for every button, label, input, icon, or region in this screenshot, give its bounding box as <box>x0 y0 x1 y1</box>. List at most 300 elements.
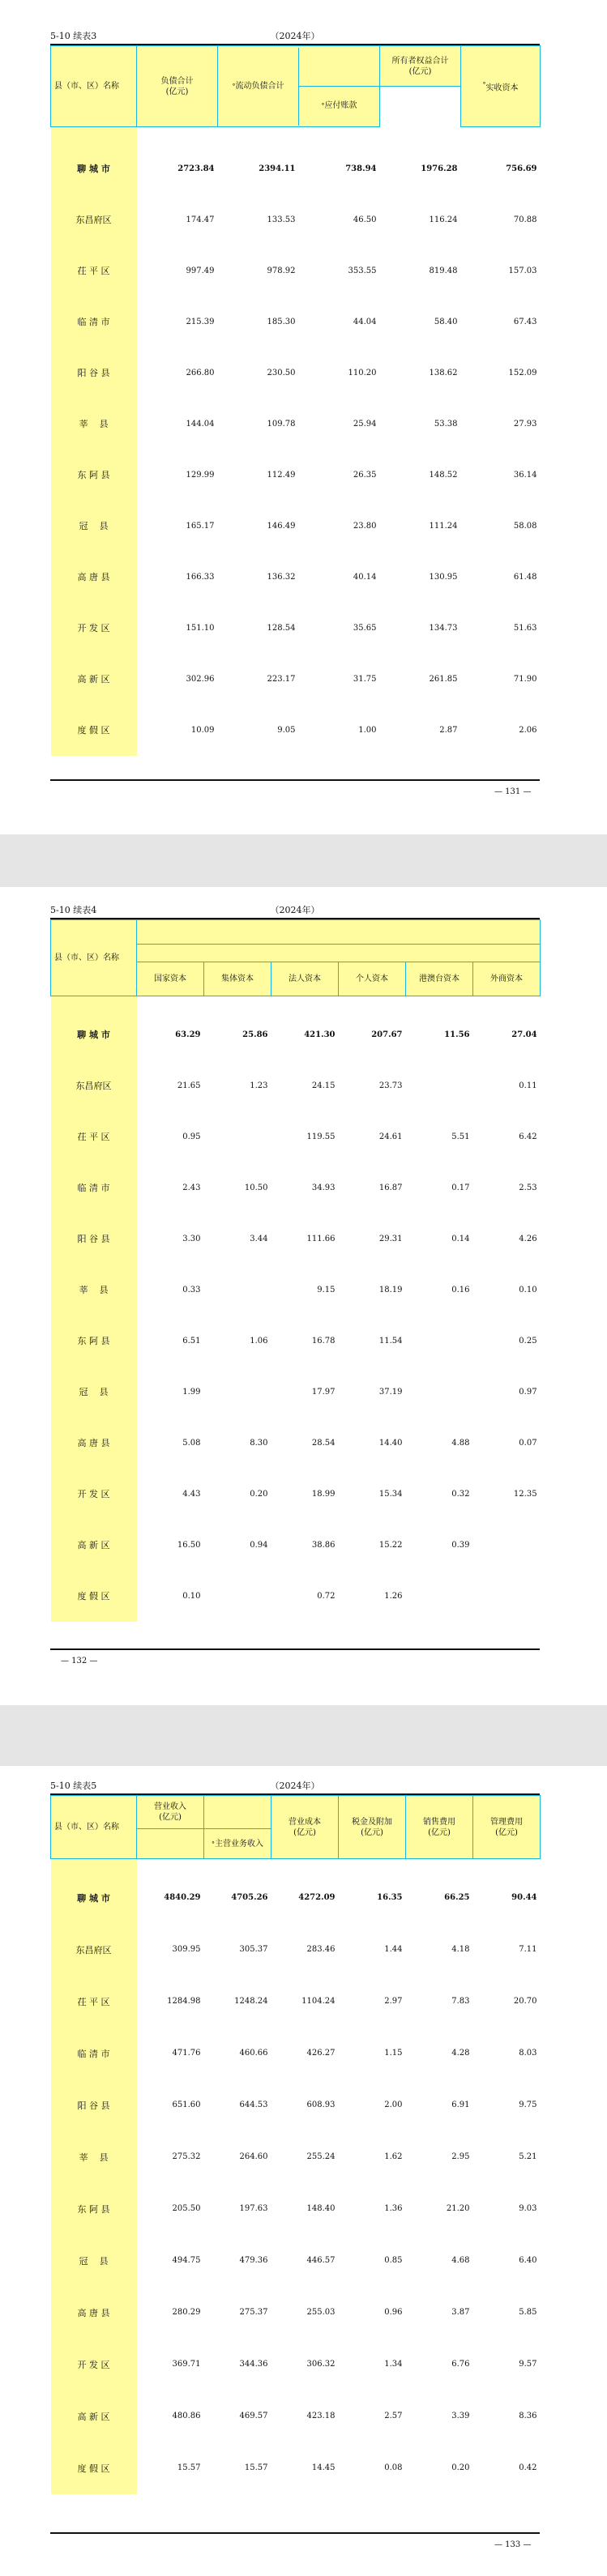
cell-value: 280.29 <box>172 2308 201 2317</box>
table-row <box>51 603 541 654</box>
table-row <box>51 1418 541 1469</box>
table-row <box>51 2079 541 2131</box>
cell-value: 35.65 <box>353 623 377 633</box>
cell-value: 0.14 <box>451 1234 470 1243</box>
cell-value: 480.86 <box>172 2412 201 2420</box>
corner-header: 县（市、区）名称 <box>51 46 137 127</box>
cell-value <box>473 1520 541 1571</box>
col-header-revenue-lower <box>137 1829 204 1859</box>
region-name: 开 发 区 <box>51 1469 137 1520</box>
cell-value: 305.37 <box>239 1945 268 1954</box>
cell-value: 283.46 <box>306 1945 336 1954</box>
region-name: 冠 县 <box>51 2235 137 2287</box>
region-name: 高 新 区 <box>51 1520 137 1571</box>
cell-value: 130.95 <box>429 572 458 582</box>
cell-value: 608.93 <box>306 2100 336 2109</box>
cell-value: 0.16 <box>451 1285 470 1294</box>
cell-value <box>204 1571 271 1622</box>
table-row <box>51 296 541 348</box>
cell-value: 129.99 <box>186 470 215 480</box>
cell-value: 134.73 <box>429 623 458 633</box>
cell-value: 426.27 <box>306 2049 336 2058</box>
cell-value: 36.14 <box>513 470 537 480</box>
cell-value: 215.39 <box>186 317 215 326</box>
table-row <box>51 1469 541 1520</box>
col-header-group <box>218 46 380 127</box>
cell-value: 14.45 <box>311 2463 336 2472</box>
cell-value: 136.32 <box>267 572 296 582</box>
region-name: 开 发 区 <box>51 603 137 654</box>
region-name: 茌 平 区 <box>51 1111 137 1162</box>
cell-value: 0.97 <box>519 1387 537 1397</box>
name-spacer <box>51 127 137 143</box>
cell-value: 3.30 <box>182 1234 201 1243</box>
cell-value: 26.35 <box>353 470 377 480</box>
table-row <box>51 399 541 450</box>
region-name: 阳 谷 县 <box>51 348 137 399</box>
cell-value: 9.05 <box>277 725 296 735</box>
cell-value: 15.22 <box>378 1540 403 1550</box>
cell-value: 174.47 <box>186 215 215 224</box>
cell-value: 70.88 <box>513 215 537 224</box>
cell-value: 165.17 <box>186 521 215 531</box>
table-row <box>51 2028 541 2079</box>
region-name: 高 唐 县 <box>51 2287 137 2339</box>
cell-value: 7.11 <box>519 1945 537 1954</box>
region-name: 聊 城 市 <box>51 1872 137 1924</box>
cell-value: 15.34 <box>378 1489 403 1499</box>
table-row <box>51 1213 541 1265</box>
cell-value: 4.18 <box>451 1945 470 1954</box>
cell-value: 2.06 <box>519 725 537 735</box>
cell-value <box>473 1571 541 1622</box>
cell-value: 5.51 <box>451 1132 470 1141</box>
cell-value: 197.63 <box>239 2204 268 2213</box>
cell-value: 2.43 <box>182 1183 201 1192</box>
cell-value: 1.99 <box>182 1387 201 1397</box>
cell-value: 264.60 <box>239 2152 268 2161</box>
table-row <box>51 194 541 245</box>
cell-value: 37.19 <box>378 1387 403 1397</box>
cell-value: 9.57 <box>519 2360 537 2369</box>
cell-value: 5.08 <box>182 1438 201 1448</box>
cell-value: 17.97 <box>311 1387 336 1397</box>
bottom-rule <box>50 2532 540 2534</box>
region-name: 度 假 区 <box>51 2442 137 2494</box>
region-name: 东昌府区 <box>51 194 137 245</box>
table-row <box>51 654 541 705</box>
col-header: 法人资本 <box>271 962 339 996</box>
cell-value: 9.03 <box>519 2204 537 2213</box>
cell-value: 0.32 <box>451 1489 470 1499</box>
table-row <box>51 2390 541 2442</box>
cell-value: 1.62 <box>384 2152 403 2161</box>
cell-value: 0.10 <box>182 1591 201 1601</box>
cell-value: 51.63 <box>513 623 537 633</box>
cell-value: 469.57 <box>239 2412 268 2420</box>
page-number: — 131 — <box>494 787 532 796</box>
cell-value: 0.42 <box>519 2463 537 2472</box>
cell-value: 255.24 <box>306 2152 336 2161</box>
cell-value: 255.03 <box>306 2308 336 2317</box>
cell-value: 261.85 <box>429 674 458 684</box>
cell-value: 138.62 <box>429 368 458 377</box>
cell-value: 40.14 <box>353 572 377 582</box>
cell-value: 71.90 <box>513 674 537 684</box>
region-name: 高 唐 县 <box>51 1418 137 1469</box>
col-header-current-liabilities: ° 流动负债合计 <box>218 48 299 126</box>
header-band <box>137 920 541 945</box>
cell-value: 11.56 <box>444 1030 470 1039</box>
region-name: 临 清 市 <box>51 1162 137 1213</box>
cell-value: 4.43 <box>182 1489 201 1499</box>
cell-value: 24.61 <box>378 1132 403 1141</box>
cell-value: 3.87 <box>451 2308 470 2317</box>
cell-value: 306.32 <box>306 2360 336 2369</box>
cell-value: 0.85 <box>384 2256 403 2265</box>
cell-value: 353.55 <box>348 266 377 275</box>
table-row <box>51 2183 541 2235</box>
table-row <box>51 552 541 603</box>
cell-value: 157.03 <box>508 266 537 275</box>
cell-value: 1.00 <box>358 725 377 735</box>
cell-value: 4272.09 <box>298 1893 336 1902</box>
cell-value: 207.67 <box>371 1030 403 1039</box>
cell-value: 275.37 <box>239 2308 268 2317</box>
table-row <box>51 1060 541 1111</box>
cell-value: 302.96 <box>186 674 215 684</box>
cell-value: 446.57 <box>306 2256 336 2265</box>
region-name: 阳 谷 县 <box>51 2079 137 2131</box>
page-number: — 133 — <box>494 2540 532 2549</box>
cell-value: 23.73 <box>378 1081 403 1090</box>
cell-value: 494.75 <box>172 2256 201 2265</box>
cell-value: 0.17 <box>451 1183 470 1192</box>
cell-value: 144.04 <box>186 419 215 429</box>
page-133 <box>0 1766 607 2576</box>
cell-value: 4.26 <box>519 1234 537 1243</box>
table-row <box>51 1367 541 1418</box>
page-gap <box>0 834 607 887</box>
cell-value: 151.10 <box>186 623 215 633</box>
cell-value: 111.66 <box>306 1234 336 1243</box>
col-header-main-revenue: ° 主营业务收入 <box>204 1796 271 1859</box>
cell-value: 12.35 <box>513 1489 537 1499</box>
cell-value: 63.29 <box>175 1030 201 1039</box>
cell-value: 146.49 <box>267 521 296 531</box>
table-row <box>51 2442 541 2494</box>
region-name: 东昌府区 <box>51 1924 137 1976</box>
col-header-sales-expense: 销售费用 (亿元) <box>406 1796 473 1859</box>
cell-value: 0.33 <box>182 1285 201 1294</box>
cell-value: 0.11 <box>519 1081 537 1090</box>
table-code: 5-10 续表3 <box>50 31 97 41</box>
name-spacer <box>51 996 137 1009</box>
cell-value: 21.65 <box>177 1081 201 1090</box>
cell-value: 0.95 <box>182 1132 201 1141</box>
name-spacer <box>51 1859 137 1872</box>
region-name: 临 清 市 <box>51 296 137 348</box>
region-name: 东 阿 县 <box>51 2183 137 2235</box>
corner-header: 县（市、区）名称 <box>51 1796 137 1859</box>
cell-value <box>406 1367 473 1418</box>
cell-value: 133.53 <box>267 215 296 224</box>
col-header-admin-expense: 管理费用 (亿元) <box>473 1796 541 1859</box>
region-name: 东 阿 县 <box>51 450 137 501</box>
cell-value: 111.24 <box>429 521 458 531</box>
cell-value <box>204 1265 271 1316</box>
cell-value: 0.07 <box>519 1438 537 1448</box>
col-header-cost: 营业成本 (亿元) <box>271 1796 339 1859</box>
cell-value: 266.80 <box>186 368 215 377</box>
cell-value: 1.15 <box>384 2049 403 2058</box>
col-header-liabilities: 负债合计 (亿元) <box>137 46 218 127</box>
cell-value: 1.34 <box>384 2360 403 2369</box>
cell-value: 1.06 <box>250 1336 268 1346</box>
cell-value: 0.96 <box>384 2308 403 2317</box>
table-year: （2024年） <box>270 1781 320 1791</box>
cell-value: 1284.98 <box>167 1997 201 2006</box>
col-header-tax: 税金及附加 (亿元) <box>339 1796 406 1859</box>
cell-value: 148.40 <box>306 2204 336 2213</box>
cell-value: 16.50 <box>177 1540 201 1550</box>
cell-value: 4.68 <box>451 2256 470 2265</box>
cell-value: 16.35 <box>377 1893 403 1902</box>
table-row <box>51 501 541 552</box>
cell-value: 20.70 <box>513 1997 537 2006</box>
region-name: 度 假 区 <box>51 1571 137 1622</box>
region-name: 茌 平 区 <box>51 1976 137 2028</box>
cell-value: 34.93 <box>311 1183 336 1192</box>
cell-value: 423.18 <box>306 2412 336 2420</box>
cell-value: 1.36 <box>384 2204 403 2213</box>
col-header: 国家资本 <box>137 962 204 996</box>
cell-value <box>406 1060 473 1111</box>
cell-value <box>204 1111 271 1162</box>
cell-value: 1976.28 <box>421 164 458 173</box>
cell-value: 6.76 <box>451 2360 470 2369</box>
cell-value: 369.71 <box>172 2360 201 2369</box>
cell-value: 309.95 <box>172 1945 201 1954</box>
region-name: 高 唐 县 <box>51 552 137 603</box>
cell-value: 644.53 <box>239 2100 268 2109</box>
cell-value: 344.36 <box>239 2360 268 2369</box>
cell-value: 1.44 <box>384 1945 403 1954</box>
cell-value: 978.92 <box>267 266 296 275</box>
cell-value: 756.69 <box>506 164 537 173</box>
table-row <box>51 245 541 296</box>
cell-value: 38.86 <box>311 1540 336 1550</box>
cell-value: 4.88 <box>451 1438 470 1448</box>
region-name: 冠 县 <box>51 501 137 552</box>
page-131 <box>0 0 607 834</box>
col-header-revenue: 营业收入 (亿元) <box>137 1796 204 1829</box>
region-name: 高 新 区 <box>51 2390 137 2442</box>
bottom-rule <box>50 779 540 781</box>
cell-value: 1248.24 <box>234 1997 268 2006</box>
data-table <box>50 1795 541 2494</box>
table-row <box>51 348 541 399</box>
table-row <box>51 450 541 501</box>
cell-value: 58.40 <box>434 317 458 326</box>
table-row <box>51 1009 541 1060</box>
cell-value: 166.33 <box>186 572 215 582</box>
page-number: — 132 — <box>61 1657 98 1665</box>
cell-value: 25.94 <box>353 419 377 429</box>
cell-value: 4840.29 <box>164 1893 201 1902</box>
cell-value: 28.54 <box>311 1438 336 1448</box>
cell-value: 0.10 <box>519 1285 537 1294</box>
data-table <box>50 45 541 756</box>
cell-value: 46.50 <box>353 215 377 224</box>
cell-value: 2.87 <box>439 725 458 735</box>
table-row <box>51 1571 541 1622</box>
cell-value: 1104.24 <box>301 1997 336 2006</box>
table-code: 5-10 续表5 <box>50 1781 97 1791</box>
table-row <box>51 143 541 194</box>
cell-value: 10.09 <box>190 725 215 735</box>
cell-value: 2723.84 <box>177 164 215 173</box>
table-row <box>51 2131 541 2183</box>
cell-value: 6.91 <box>451 2100 470 2109</box>
cell-value: 1.23 <box>250 1081 268 1090</box>
region-name: 东昌府区 <box>51 1060 137 1111</box>
cell-value: 8.36 <box>519 2412 537 2420</box>
table-year: （2024年） <box>270 31 320 41</box>
cell-value: 205.50 <box>172 2204 201 2213</box>
cell-value: 53.38 <box>434 419 458 429</box>
cell-value: 819.48 <box>429 266 458 275</box>
cell-value: 0.39 <box>451 1540 470 1550</box>
cell-value: 0.72 <box>317 1591 336 1601</box>
cell-value: 6.40 <box>519 2256 537 2265</box>
cell-value: 185.30 <box>267 317 296 326</box>
cell-value: 44.04 <box>353 317 377 326</box>
table-row <box>51 2287 541 2339</box>
cell-value: 116.24 <box>429 215 458 224</box>
cell-value: 18.19 <box>378 1285 403 1294</box>
cell-value: 110.20 <box>348 368 377 377</box>
table-row <box>51 2235 541 2287</box>
cell-value: 128.54 <box>267 623 296 633</box>
cell-value: 23.80 <box>353 521 377 531</box>
region-name: 莘 县 <box>51 2131 137 2183</box>
region-name: 东 阿 县 <box>51 1316 137 1367</box>
cell-value: 16.87 <box>378 1183 403 1192</box>
cell-value: 109.78 <box>267 419 296 429</box>
corner-header: 县（市、区）名称 <box>51 920 137 996</box>
cell-value: 90.44 <box>511 1893 537 1902</box>
cell-value: 152.09 <box>508 368 537 377</box>
table-code: 5-10 续表4 <box>50 905 97 915</box>
cell-value: 223.17 <box>267 674 296 684</box>
cell-value: 2.53 <box>519 1183 537 1192</box>
cell-value: 421.30 <box>304 1030 336 1039</box>
region-name: 聊 城 市 <box>51 1009 137 1060</box>
cell-value: 14.40 <box>378 1438 403 1448</box>
cell-value: 27.04 <box>511 1030 537 1039</box>
cell-value: 29.31 <box>378 1234 403 1243</box>
cell-value: 5.85 <box>519 2308 537 2317</box>
table-row <box>51 705 541 756</box>
col-header-paid-in-capital: °实收资本 <box>461 46 541 127</box>
cell-value: 18.99 <box>311 1489 336 1499</box>
cell-value: 5.21 <box>519 2152 537 2161</box>
cell-value: 997.49 <box>186 266 215 275</box>
cell-value: 6.51 <box>182 1336 201 1346</box>
region-name: 度 假 区 <box>51 705 137 756</box>
region-name: 莘 县 <box>51 1265 137 1316</box>
cell-value: 148.52 <box>429 470 458 480</box>
table-row <box>51 2339 541 2390</box>
cell-value: 275.32 <box>172 2152 201 2161</box>
table-row <box>51 1520 541 1571</box>
cell-value: 2.00 <box>384 2100 403 2109</box>
cell-value: 2.95 <box>451 2152 470 2161</box>
cell-value: 27.93 <box>513 419 537 429</box>
region-name: 开 发 区 <box>51 2339 137 2390</box>
region-name: 莘 县 <box>51 399 137 450</box>
table-row <box>51 1924 541 1976</box>
cell-value: 0.25 <box>519 1336 537 1346</box>
cell-value: 8.03 <box>519 2049 537 2058</box>
cell-value: 66.25 <box>444 1893 470 1902</box>
region-name: 阳 谷 县 <box>51 1213 137 1265</box>
cell-value: 738.94 <box>345 164 377 173</box>
region-name: 冠 县 <box>51 1367 137 1418</box>
cell-value: 0.94 <box>250 1540 268 1550</box>
table-row <box>51 1316 541 1367</box>
table-row <box>51 1265 541 1316</box>
cell-value: 3.39 <box>451 2412 470 2420</box>
cell-value: 230.50 <box>267 368 296 377</box>
cell-value: 651.60 <box>172 2100 201 2109</box>
region-name: 茌 平 区 <box>51 245 137 296</box>
cell-value: 4705.26 <box>231 1893 268 1902</box>
cell-value: 8.30 <box>250 1438 268 1448</box>
table-row <box>51 1162 541 1213</box>
cell-value: 9.15 <box>317 1285 336 1294</box>
cell-value: 4.28 <box>451 2049 470 2058</box>
cell-value: 2.97 <box>384 1997 403 2006</box>
table-row <box>51 1872 541 1924</box>
cell-value <box>204 1367 271 1418</box>
col-header-payables: ° 应付账款 <box>299 86 379 126</box>
region-name: 临 清 市 <box>51 2028 137 2079</box>
cell-value: 25.86 <box>242 1030 268 1039</box>
cell-value: 31.75 <box>353 674 377 684</box>
cell-value: 119.55 <box>306 1132 336 1141</box>
cell-value: 15.57 <box>244 2463 268 2472</box>
region-name: 聊 城 市 <box>51 143 137 194</box>
region-name: 高 新 区 <box>51 654 137 705</box>
header-band <box>137 945 541 962</box>
cell-value: 471.76 <box>172 2049 201 2058</box>
cell-value: 3.44 <box>250 1234 268 1243</box>
cell-value <box>406 1571 473 1622</box>
col-header-equity: 所有者权益合计 (亿元) <box>380 46 461 87</box>
cell-value: 21.20 <box>446 2204 470 2213</box>
col-header: 个人资本 <box>339 962 406 996</box>
col-header: 外商资本 <box>473 962 541 996</box>
cell-value: 6.42 <box>519 1132 537 1141</box>
col-header: 集体资本 <box>204 962 271 996</box>
cell-value: 16.78 <box>311 1336 336 1346</box>
data-table <box>50 919 541 1622</box>
cell-value: 9.75 <box>519 2100 537 2109</box>
cell-value: 10.50 <box>244 1183 268 1192</box>
page-gap <box>0 1705 607 1766</box>
